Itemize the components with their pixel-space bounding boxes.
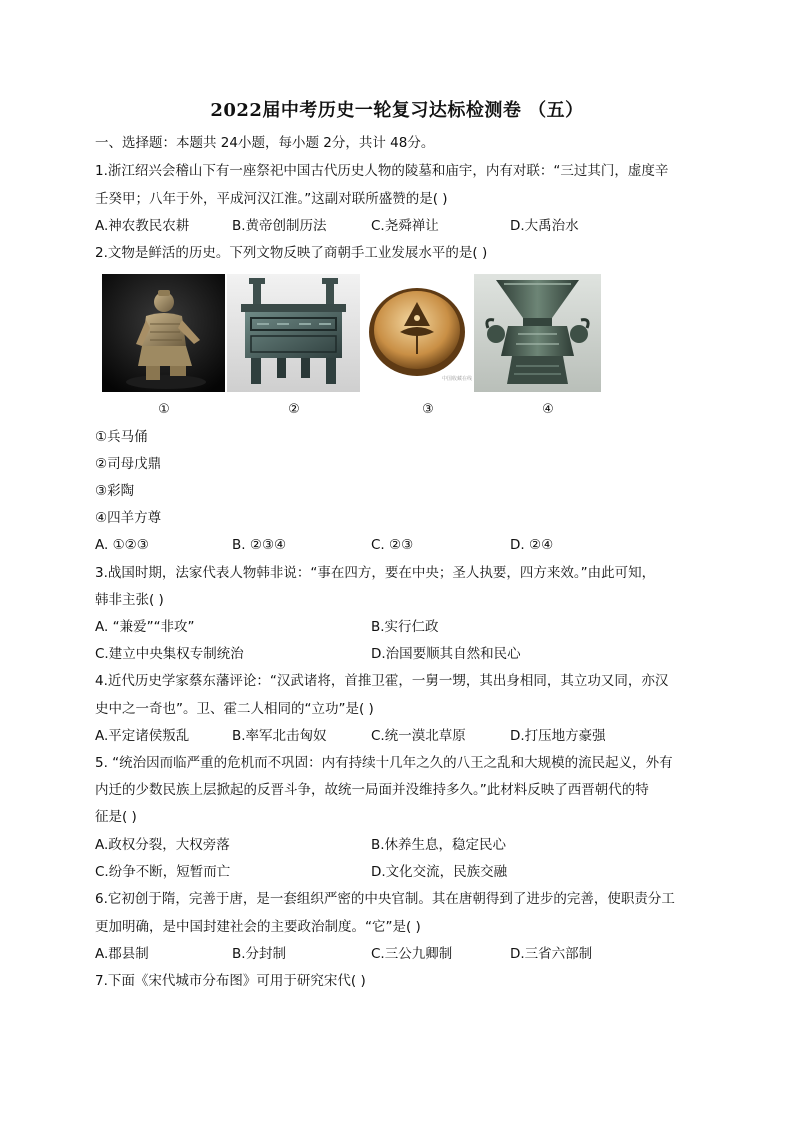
- q5-option-a[interactable]: A.政权分裂，大权旁落: [95, 837, 230, 853]
- q2-stem: 2.文物是鲜活的历史。下列文物反映了商朝手工业发展水平的是( ): [95, 245, 488, 261]
- q1-option-a[interactable]: A.神农教民农耕: [95, 218, 190, 234]
- q6-option-c[interactable]: C.三公九卿制: [371, 946, 453, 962]
- q6-option-d[interactable]: D.三省六部制: [510, 946, 593, 962]
- simuwu-ding-icon: [227, 274, 360, 392]
- watermark-text: 中国收藏在线: [442, 376, 472, 382]
- q4-option-d[interactable]: D.打压地方豪强: [510, 728, 606, 744]
- q5-option-c[interactable]: C.纷争不断，短暂而亡: [95, 864, 231, 880]
- q3-option-b[interactable]: B.实行仁政: [371, 619, 439, 635]
- q4-option-a[interactable]: A.平定诸侯叛乱: [95, 728, 190, 744]
- image-caption-2: ②: [288, 402, 300, 417]
- painted-pottery-icon: [362, 274, 472, 392]
- image-caption-1: ①: [158, 402, 170, 417]
- q6-stem-line2: 更加明确，是中国封建社会的主要政治制度。“它”是( ): [95, 919, 421, 935]
- q4-option-c[interactable]: C.统一漠北草原: [371, 728, 466, 744]
- page-title: 2022届中考历史一轮复习达标检测卷 （五）: [210, 100, 584, 121]
- q1-stem-line1: 1.浙江绍兴会稽山下有一座祭祀中国古代历史人物的陵墓和庙宇，内有对联：“三过其门，虚度辛: [95, 163, 669, 179]
- q4-option-b[interactable]: B.率军北击匈奴: [232, 728, 327, 744]
- q5-option-b[interactable]: B.休养生息，稳定民心: [371, 837, 507, 853]
- q3-stem-line1: 3.战国时期，法家代表人物韩非说：“事在四方，要在中央；圣人执要，四方来效。”由此可知，: [95, 565, 656, 581]
- q4-stem-line1: 4.近代历史学家蔡东藩评论：“汉武诸将，首推卫霍，一舅一甥，其出身相同，其立功又同，亦汉: [95, 673, 669, 689]
- q6-option-a[interactable]: A.郡县制: [95, 946, 149, 962]
- q3-stem-line2: 韩非主张( ): [95, 592, 164, 608]
- q6-option-b[interactable]: B.分封制: [232, 946, 287, 962]
- q1-option-b[interactable]: B.黄帝创制历法: [232, 218, 327, 234]
- q5-stem-line3: 征是( ): [95, 809, 137, 825]
- q2-item-4: ④四羊方尊: [95, 510, 162, 526]
- q2-option-d[interactable]: D. ②④: [510, 537, 554, 553]
- q2-option-b[interactable]: B. ②③④: [232, 537, 287, 553]
- q4-stem-line2: 史中之一奇也”。卫、霍二人相同的“立功”是( ): [95, 701, 374, 717]
- q2-item-1: ①兵马俑: [95, 429, 148, 445]
- q5-stem-line2: 内迁的少数民族上层掀起的反晋斗争，故统一局面并没维持多久。”此材料反映了西晋朝代的特: [95, 782, 649, 798]
- q2-option-a[interactable]: A. ①②③: [95, 537, 149, 553]
- q6-stem-line1: 6.它初创于隋，完善于唐，是一套组织严密的中央官制。其在唐朝得到了进步的完善，使职责分工: [95, 891, 675, 907]
- q1-stem-line2: 壬癸甲；八年于外，平成河汉江淮。”这副对联所盛赞的是( ): [95, 191, 448, 207]
- section-heading: 一、选择题：本题共 24小题，每小题 2分，共计 48分。: [95, 135, 435, 151]
- terracotta-warrior-icon: [102, 274, 225, 392]
- q1-option-c[interactable]: C.尧舜禅让: [371, 218, 439, 234]
- q7-stem: 7.下面《宋代城市分布图》可用于研究宋代( ): [95, 973, 366, 989]
- image-caption-4: ④: [542, 402, 554, 417]
- q5-stem-line1: 5. “统治因而临严重的危机而不巩固：内有持续十几年之久的八王之乱和大规模的流民起义，外有: [95, 755, 673, 771]
- q5-option-d[interactable]: D.文化交流，民族交融: [371, 864, 508, 880]
- q2-option-c[interactable]: C. ②③: [371, 537, 414, 553]
- image-caption-3: ③: [422, 402, 434, 417]
- q3-option-d[interactable]: D.治国要顺其自然和民心: [371, 646, 521, 662]
- q2-item-3: ③彩陶: [95, 483, 135, 499]
- q3-option-c[interactable]: C.建立中央集权专制统治: [95, 646, 244, 662]
- four-ram-zun-icon: [474, 274, 601, 392]
- q3-option-a[interactable]: A. “兼爱”“非攻”: [95, 619, 195, 635]
- q1-option-d[interactable]: D.大禹治水: [510, 218, 579, 234]
- q2-item-2: ②司母戊鼎: [95, 456, 162, 472]
